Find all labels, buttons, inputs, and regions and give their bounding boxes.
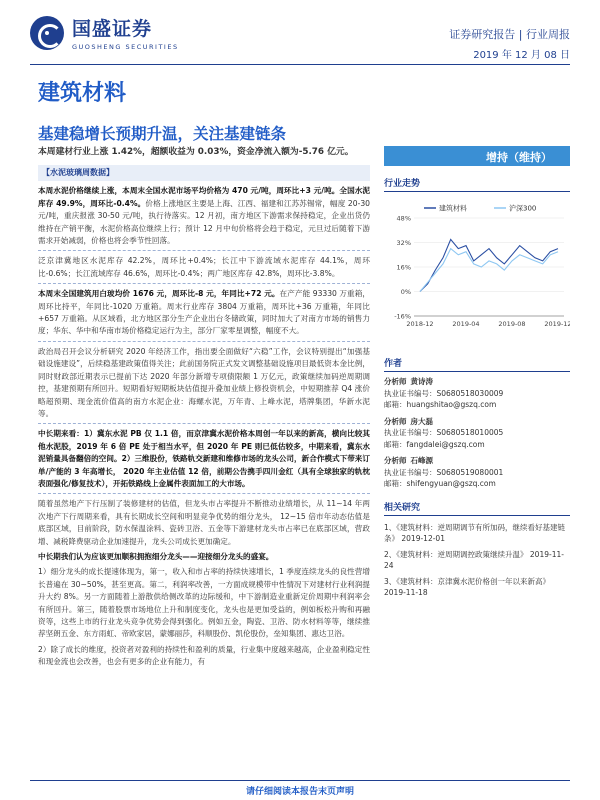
related-research-item[interactable] — [384, 522, 570, 545]
header-divider — [30, 64, 570, 65]
analyst-name: 石峰源 — [410, 456, 433, 465]
authors-heading: 作者 — [384, 356, 570, 372]
trend-chart-svg — [384, 196, 570, 346]
legend-label: 建筑材料 — [439, 204, 467, 213]
logo-name-cn: 国盛证券 — [72, 18, 153, 40]
page-footer — [0, 778, 600, 800]
x-tick-label: 2018-12 — [406, 320, 434, 328]
y-tick-label: 32% — [396, 239, 411, 247]
footer-divider — [30, 780, 570, 781]
related-research-date: 2019-11-24 — [384, 549, 564, 570]
analyst-license: 执业证书编号：S0680518010005 — [384, 428, 504, 437]
analyst-entry — [384, 376, 570, 411]
y-tick-label: 0% — [400, 288, 411, 296]
report-type: 证券研究报告 | 行业周报 — [449, 28, 570, 41]
footer-disclaimer: 请仔细阅读本报告末页声明 — [245, 787, 354, 797]
growth-paragraph: 1）细分龙头的成长提速体现为，第一，收入和市占率的持续快速增长，1 季度连续龙头的良性营增长普遍在 30~50%，甚至更高。第二，利润率改善，一方面成规模带中性情况下对建材行业利润提升大约 8%。另一方面随着上游散供给侧改革的边际缓和，中下游制造业重新定价周期中利润率会有所回升。第三，随着股票市场地位上升和制度变化，龙头也是更加受益的，例如板松升购和再融资等，这些上市的行业龙头竞争优势会得到强化。例如五金，陶瓷、卫浴、防水材料等等，继续推荐坚朗五金、东方雨虹、帝欧家居，蒙娜丽莎，科顺股份、凯伦股份，垒知集团、惠达卫浴。 — [38, 567, 370, 639]
weekly-summary: 本周建材行业上涨 1.42%，超额收益为 0.03%，资金净流入额为-5.76 亿元。 — [38, 147, 354, 157]
glass-paragraph: 本周末全国建筑用白玻均价 1676 元，周环比-8 元，年同比+72 元。在产产能 93330 万重箱，周环比持平，年同比-1020 万重箱。周末行业库存 3804 万重箱，周环比+36 万重箱，年同比+657 万重箱。从区域看，北方地区部分生产企业出台冬储政策，同时加大了对南方市场的销售力度；华东、华中和华南市场价格稳定运行为主，部分厂家零星调整，幅度不大。 — [38, 289, 370, 336]
related-research-title: 3、《建筑材料：京津冀水泥价格创一年以来新高》 — [384, 576, 551, 586]
company-logo — [30, 14, 179, 51]
logo-name-en: GUOSHENG SECURITIES — [72, 43, 179, 51]
cement-inventory-paragraph: 泛京津冀地区水泥库存 42.2%，周环比+0.4%；长江中下游流域水泥库存 44.1%，周环比-0.6%；长江流域库存 46.6%，周环比-0.4%；两广地区库存 42.8%，周环比-3.8%。 — [38, 256, 370, 278]
analyst-email[interactable]: 邮箱：shifengyuan@gszq.com — [384, 479, 496, 488]
quality-paragraph: 2）除了成长的维度，投资者对盈利的持续性和盈利的质量，行业集中度越来越高，企业盈利稳定性和现金流也会改善，也会有更多的企业有能力，有 — [38, 644, 370, 667]
dashed-divider — [38, 283, 370, 284]
section-tag-cement-glass: 【水泥玻璃周数据】 — [38, 165, 370, 181]
related-research-title: 1、《建筑材料：逆周期调节有所加码，继续看好基建链条》 — [384, 522, 566, 543]
x-tick-label: 2019-12 — [544, 320, 570, 328]
analyst-role: 分析师 — [384, 456, 407, 465]
dashed-divider — [38, 493, 370, 494]
related-research-item[interactable] — [384, 549, 570, 572]
related-research-item[interactable] — [384, 576, 570, 599]
report-date: 2019 年 12 月 08 日 — [473, 50, 570, 61]
page-header — [0, 0, 600, 70]
long-term-view-paragraph: 中长期来看：1）冀东水泥 PB 仅 1.1 倍，而京津冀水泥价格本周创一年以来的新高，横向比较其他水泥股，2019 年 6 倍 PE 处于相当水平，但 2020 年 PE 则已低估较多，中期来看，冀东水泥销量具备翻倍的空间。2）三维股份，铁路轨交新建和维修市场的龙头公司，新合作模式下带来订单/产能的 3 年高增长， 2020 年主业估值 12 倍，前期公告携手四川金红（具有全球独家的轨枕表面强化/修复技术），开拓铁路线上金属件表面加工的大市场。 — [38, 429, 370, 488]
related-research-date: 2019-11-18 — [384, 588, 428, 597]
analyst-name: 房大磊 — [410, 416, 433, 426]
decor-paragraph: 随着虽然地产下行压制了装修建材的估值，但龙头市占率提升不断推动业绩增长，从 11~14 年两次地产下行周期来看，具有长期成长空间和明显竞争优势的细分龙头， 12~15 倍市年动态估值是底部区域，目前阶段，防水保温涂料、瓷砖卫浴、五金等下游建材龙头市占率已在底部区域，营政增、减税降费驱动企业加速提升，龙头公司成长更加确定。 — [38, 499, 370, 546]
dashed-divider — [38, 250, 370, 251]
cement-paragraph: 本周水泥价格继续上涨，本周末全国水泥市场平均价格为 470 元/吨，周环比+3 元/吨。全国水泥库存 49.9%，周环比-0.4%。价格上涨地区主要是上海、江西、福建和江苏苏锡常，幅度 20-30 元/吨，重庆报涨 30-50 元/吨，执行待落实。12 月初，南方地区下游需求保持稳定，企业出货仍维持在产销平衡，水泥价格高位继续上行；预计 12 月中旬价格将会趋于稳定，元旦过后随着下游需求开始减弱，价格也将会季节性回落。 — [38, 186, 371, 246]
rating-badge: 增持（维持） — [384, 146, 570, 166]
analyst-license: 执业证书编号：S0680518030009 — [384, 388, 504, 398]
y-tick-label: 48% — [396, 214, 411, 223]
leaders-view-paragraph: 中长期我们认为应该更加顺积拥抱细分龙头——迎接细分龙头的盛宴。 — [38, 551, 274, 561]
analyst-email[interactable]: 邮箱：huangshitao@gszq.com — [384, 400, 497, 409]
analyst-name: 黄诗涛 — [410, 377, 433, 386]
y-tick-label: -16% — [394, 312, 411, 321]
dashed-divider — [38, 423, 370, 424]
analyst-entry — [384, 416, 570, 451]
related-research-list — [384, 522, 570, 599]
legend-label: 沪深300 — [509, 204, 537, 213]
analyst-email[interactable]: 邮箱：fangdalei@gszq.com — [384, 439, 485, 449]
logo-mark-icon — [30, 16, 64, 50]
related-research-date: 2019-12-01 — [401, 534, 445, 543]
series-line — [420, 239, 558, 291]
series-line — [420, 249, 558, 292]
main-content — [38, 146, 370, 672]
dashed-divider — [38, 341, 370, 342]
trend-chart — [384, 196, 570, 346]
trend-heading: 行业走势 — [384, 176, 570, 192]
industry-title: 建筑材料 — [38, 80, 127, 106]
x-tick-label: 2019-04 — [452, 320, 480, 328]
y-tick-label: 16% — [396, 263, 411, 272]
policy-paragraph: 政治局召开会议分析研究 2020 年经济工作，指出要全面做好“六稳”工作，会议特别提出“加强基础设施建设”，后续稳基建政策值得关注；此前国务院正式发文调整基础设施项目最低资本金比例，同时财政部近期表示已提前下达 2020 年部分新增专项债限额 1 万亿元，政策继续加码逆周期调控，基建预期有所回升。短期看好短期板块估值提升叠加业绩上修投资机会，中短期推荐 Q4 涨价略超预期、现金流价值高的南方水泥企业：海螺水泥，万年青、上峰水泥，塔牌集团，华新水泥等。 — [38, 346, 370, 418]
analyst-license: 执业证书编号：S0680519080001 — [384, 467, 504, 477]
analyst-role: 分析师 — [384, 416, 407, 426]
analyst-list — [384, 376, 570, 490]
analyst-entry — [384, 455, 570, 490]
report-title: 基建稳增长预期升温，关注基建链条 — [38, 124, 287, 143]
related-heading: 相关研究 — [384, 500, 570, 516]
sidebar — [384, 146, 570, 599]
related-research-title: 2、《建筑材料：逆周期调控政策继续升温》 — [384, 549, 530, 559]
x-tick-label: 2019-08 — [498, 320, 526, 328]
analyst-role: 分析师 — [384, 377, 407, 386]
